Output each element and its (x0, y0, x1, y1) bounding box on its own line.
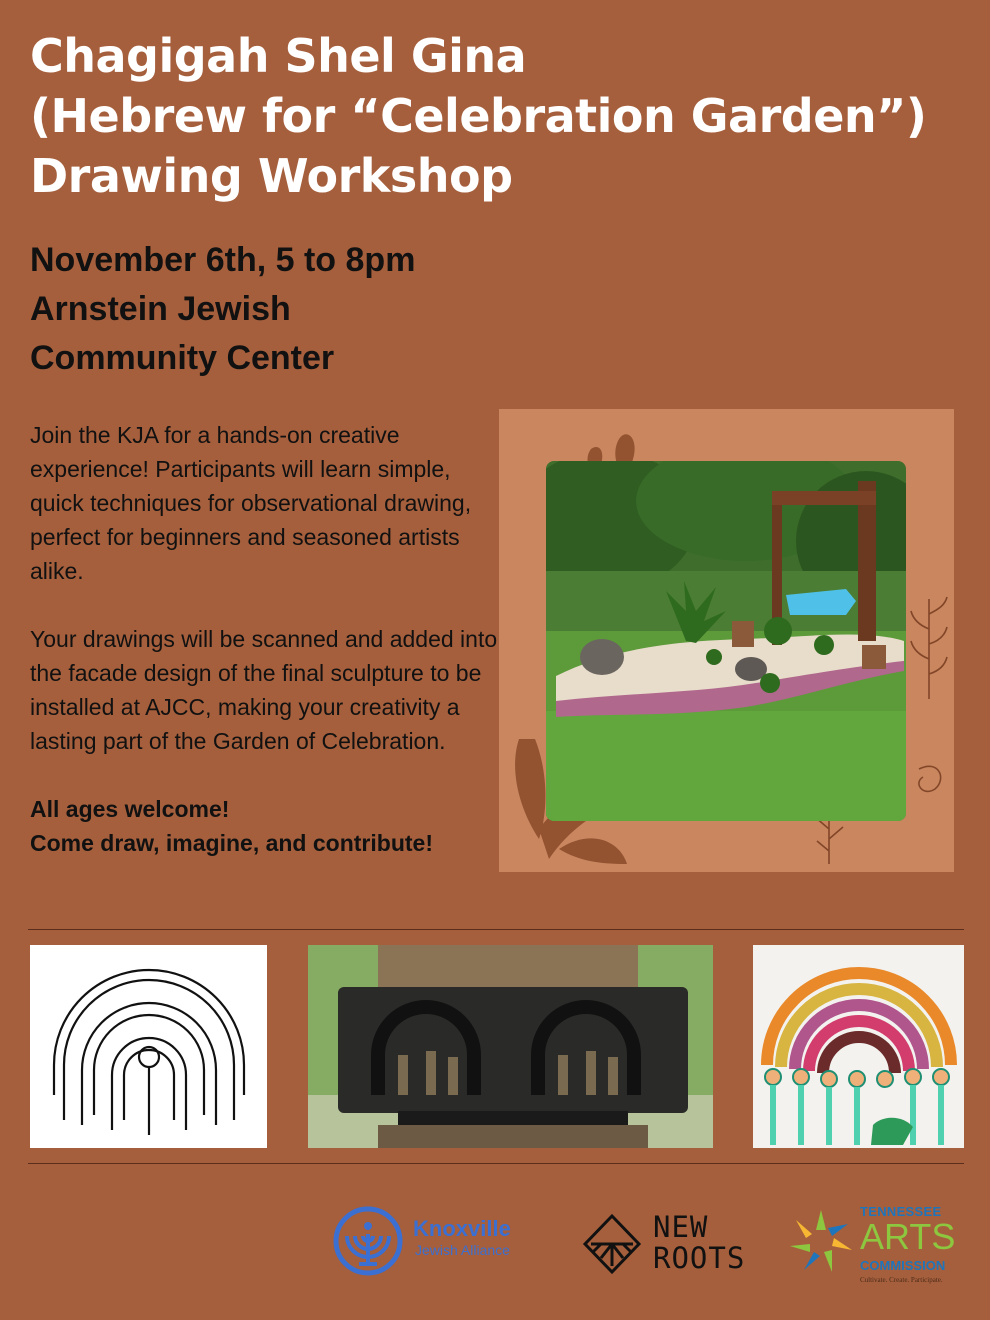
callout-line-1: All ages welcome! (30, 796, 230, 822)
rainbow-line-drawing-image (30, 945, 267, 1148)
kja-subtitle: Jewish Alliance (415, 1242, 510, 1258)
divider-bottom (28, 1163, 964, 1164)
garden-rendering-image (546, 461, 906, 821)
tac-line-2: ARTS (860, 1216, 956, 1257)
description-paragraph-2: Your drawings will be scanned and added into the facade design of the final sculpture to be installed at AJCC, making your creativity a lasting part of the Garden of Celebration. (30, 626, 498, 754)
title-line-2: (Hebrew for “Celebration Garden”) (30, 89, 927, 143)
tac-tagline: Cultivate. Create. Participate. (860, 1276, 943, 1284)
menorah-icon (333, 1206, 403, 1276)
new-roots-line-2: ROOTS (653, 1241, 746, 1275)
tac-line-1: TENNESSEE (860, 1204, 942, 1219)
page-title (30, 26, 970, 206)
knoxville-jewish-alliance-logo (333, 1206, 533, 1276)
kja-name: Knoxville (413, 1216, 511, 1241)
new-roots-logo (581, 1210, 746, 1280)
sculpture-photo-image (308, 945, 713, 1148)
divider-top (28, 929, 964, 930)
event-date-time: November 6th, 5 to 8pm (30, 241, 416, 279)
event-venue-line-1: Arnstein Jewish (30, 290, 291, 328)
callout-line-2: Come draw, imagine, and contribute! (30, 830, 433, 856)
description (30, 418, 500, 860)
painted-rainbow-image (753, 945, 964, 1148)
event-venue-line-2: Community Center (30, 339, 335, 377)
starburst-icon (788, 1208, 854, 1274)
new-roots-icon (581, 1212, 643, 1276)
title-line-1: Chagigah Shel Gina (30, 29, 527, 83)
title-line-3: Drawing Workshop (30, 149, 513, 203)
event-info (30, 236, 630, 383)
description-paragraph-1: Join the KJA for a hands-on creative experience! Participants will learn simple, quick techniques for observational drawing, perfect for beginners and seasoned artists alike. (30, 422, 472, 584)
tennessee-arts-commission-logo (788, 1204, 968, 1294)
new-roots-line-1: NEW (653, 1210, 709, 1244)
tac-line-3: COMMISSION (860, 1258, 946, 1273)
